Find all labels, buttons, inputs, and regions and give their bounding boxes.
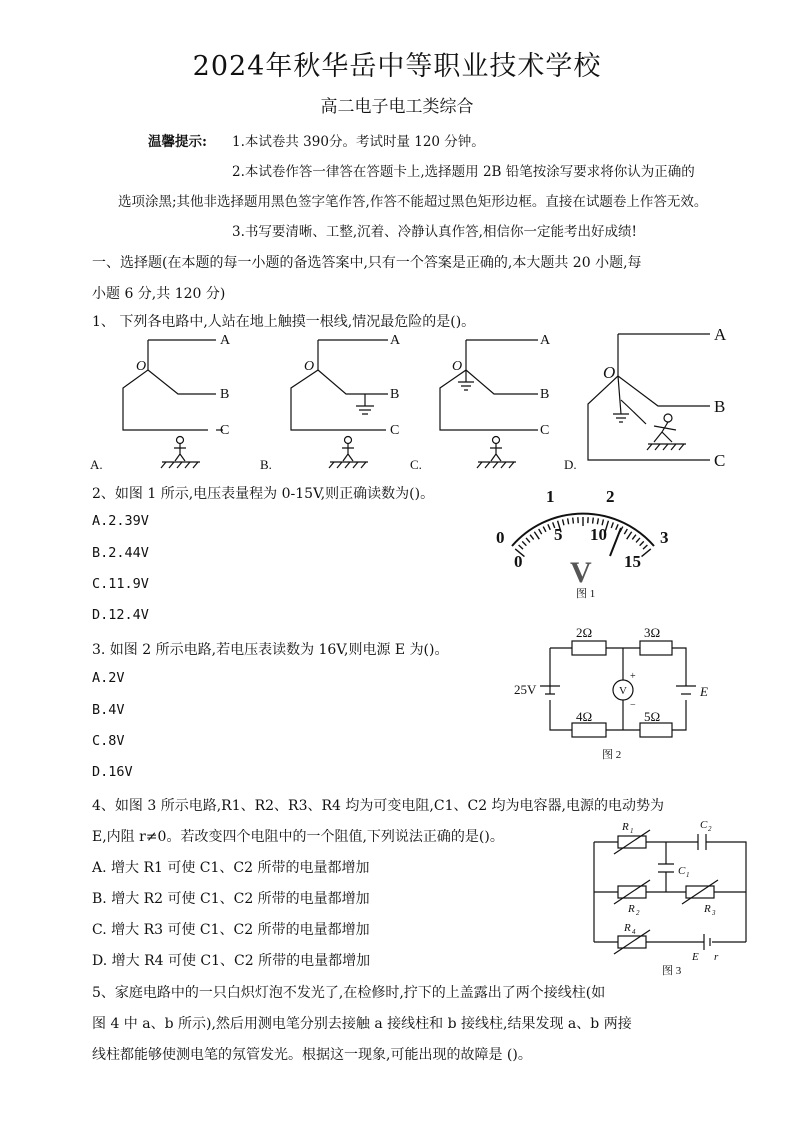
meter-tick — [522, 541, 526, 545]
q1b-label-o: O — [304, 359, 315, 374]
fig3-e: E — [692, 951, 699, 963]
q2-option-b: B.2.44V — [92, 545, 149, 561]
figure2-caption: 图 2 — [602, 749, 622, 761]
meter-tick — [642, 549, 651, 557]
q5-line3: 线柱都能够使测电笔的氖管发光。根据这一现象,可能出现的故障是 ()。 — [92, 1047, 532, 1063]
q4-option-c: C. 增大 R3 可使 C1、C2 所带的电量都增加 — [92, 922, 370, 938]
q1a-label-o: O — [136, 359, 147, 374]
q4-option-b: B. 增大 R2 可使 C1、C2 所带的电量都增加 — [92, 891, 370, 907]
q4-stem-2: E,内阻 r≠0。若改变四个电阻中的一个阻值,下列说法正确的是()。 — [92, 829, 504, 845]
meter-tick — [593, 518, 594, 524]
fig2-r-top-right: 3Ω — [644, 625, 661, 640]
meter-tick — [534, 532, 539, 539]
q1c-label-c: C — [540, 423, 550, 438]
meter-tick — [636, 538, 640, 543]
fig3-r3-sub: 3 — [712, 909, 716, 917]
fig2-plus: + — [630, 671, 636, 682]
fig2-r-bot-right: 5Ω — [644, 709, 661, 724]
fig3-r3: R — [704, 903, 711, 915]
q1c-label-a: A — [540, 333, 551, 348]
fig2-minus: − — [630, 700, 636, 711]
section1-heading: 一、选择题(在本题的每一小题的备选答案中,只有一个答案是正确的,本大题共 20 小题,每 — [92, 255, 642, 271]
meter-outer-0: 0 — [496, 528, 505, 547]
fig3-r1-sub: 1 — [630, 827, 634, 835]
meter-tick — [539, 529, 542, 534]
fig2-source: 25V — [514, 682, 537, 697]
meter-tick — [632, 535, 636, 540]
q4-option-d: D. 增大 R4 可使 C1、C2 所带的电量都增加 — [92, 953, 371, 969]
notice-line1: 1.本试卷共 390分。考试时量 120 分钟。 — [232, 134, 485, 150]
figure2-circuit — [510, 624, 720, 764]
meter-tick — [519, 545, 523, 549]
q1-figure-labels — [90, 326, 727, 472]
q4-stem-1: 4、如图 3 所示电路,R1、R2、R3、R4 均为可变电阻,C1、C2 均为电容器,电源的电动势为 — [92, 798, 664, 814]
meter-tick — [624, 529, 627, 534]
notice-line3: 3.书写要清晰、工整,沉着、冷静认真作答,相信你一定能考出好成绩! — [232, 224, 637, 240]
q4-option-a: A. 增大 R1 可使 C1、C2 所带的电量都增加 — [92, 860, 370, 876]
q1a-label-b: B — [220, 387, 230, 402]
notice-line2a: 2.本试卷作答一律答在答题卡上,选择题用 2B 铅笔按涂写要求将你认为正确的 — [232, 164, 695, 180]
meter-outer-1: 1 — [546, 487, 555, 506]
fig3-r: r — [714, 951, 719, 963]
meter-tick — [597, 518, 598, 524]
q1-option-a: A. — [90, 457, 103, 472]
meter-tick — [611, 522, 613, 528]
meter-tick — [548, 524, 550, 530]
fig3-r2-sub: 2 — [636, 909, 640, 917]
fig3-r1: R — [622, 821, 629, 833]
figure1-caption: 图 1 — [576, 588, 596, 600]
figure3-circuit — [586, 814, 756, 980]
meter-tick — [573, 518, 574, 524]
fig3-r4-sub: 4 — [632, 928, 636, 936]
meter-tick — [530, 535, 534, 540]
notice-label: 温馨提示: — [148, 134, 207, 150]
meter-inner-15: 15 — [624, 552, 641, 571]
q2-option-c: C.11.9V — [92, 576, 149, 592]
meter-tick — [526, 538, 530, 543]
q1d-label-b: B — [714, 397, 726, 416]
q5-line2: 图 4 中 a、b 所示),然后用测电笔分别去接触 a 接线柱和 b 接线柱,结果发现 a、b 两接 — [92, 1016, 632, 1032]
notice-line2b: 选项涂黑;其他非选择题用黑色签字笔作答,作答不能超过黑色矩形边框。直接在试题卷上作答无效。 — [118, 194, 708, 210]
q3-option-c: C.8V — [92, 733, 125, 749]
meter-inner-5: 5 — [554, 525, 563, 544]
q1b-label-c: C — [390, 423, 400, 438]
q1-circuit-d — [588, 334, 710, 460]
section1-heading-cont: 小题 6 分,共 120 分) — [92, 286, 226, 302]
q1b-label-a: A — [390, 333, 401, 348]
fig2-meter: V — [619, 685, 627, 697]
meter-ticks — [515, 517, 651, 557]
meter-outer-3: 3 — [660, 528, 669, 547]
q1d-label-c: C — [714, 451, 726, 470]
q2-stem: 2、如图 1 所示,电压表量程为 0-15V,则正确读数为()。 — [92, 486, 435, 502]
meter-inner-10: 10 — [590, 525, 607, 544]
fig3-c2: C — [700, 819, 708, 831]
fig3-c1: C — [678, 865, 686, 877]
figure3-caption: 图 3 — [662, 965, 682, 977]
q1-option-c: C. — [410, 457, 422, 472]
q3-option-b: B.4V — [92, 702, 125, 718]
q3-option-a: A.2V — [92, 670, 125, 686]
meter-tick — [568, 518, 569, 524]
q3-option-d: D.16V — [92, 764, 133, 780]
meter-needle — [610, 528, 621, 556]
q1a-label-a: A — [220, 333, 231, 348]
meter-tick — [627, 532, 632, 539]
meter-outer-2: 2 — [606, 487, 615, 506]
q1c-label-o: O — [452, 359, 463, 374]
page-subtitle: 高二电子电工类综合 — [320, 97, 474, 117]
q2-option-d: D.12.4V — [92, 607, 149, 623]
meter-tick — [543, 527, 546, 532]
meter-tick — [640, 541, 644, 545]
fig3-r2: R — [628, 903, 635, 915]
meter-unit: V — [570, 556, 592, 589]
meter-inner-0: 0 — [514, 552, 523, 571]
q1d-label-o: O — [603, 363, 616, 382]
q1-stem: 1、 下列各电路中,人站在地上触摸一根线,情况最危险的是()。 — [92, 314, 476, 330]
q2-option-a: A.2.39V — [92, 513, 149, 529]
meter-tick — [643, 545, 647, 549]
q1b-label-b: B — [390, 387, 400, 402]
fig2-emf: E — [700, 684, 708, 699]
fig3-r4: R — [624, 922, 631, 934]
fig2-r-top-left: 2Ω — [576, 625, 593, 640]
q5-line1: 5、家庭电路中的一只白炽灯泡不发光了,在检修时,拧下的上盖露出了两个接线柱(如 — [92, 985, 606, 1001]
q1d-label-a: A — [714, 326, 727, 344]
fig3-c2-sub: 2 — [708, 825, 712, 833]
q1-option-d: D. — [564, 457, 577, 472]
q1-option-b: B. — [260, 457, 272, 472]
page-title: 2024年秋华岳中等职业技术学校 — [192, 51, 602, 82]
q1c-label-b: B — [540, 387, 550, 402]
meter-tick — [563, 519, 564, 525]
q1a-label-c: C — [220, 423, 230, 438]
q1-figures — [88, 326, 738, 476]
fig3-c1-sub: 1 — [686, 871, 690, 879]
figure1-voltmeter — [488, 480, 688, 604]
meter-tick — [616, 524, 618, 530]
q3-stem: 3. 如图 2 所示电路,若电压表读数为 16V,则电源 E 为()。 — [92, 642, 449, 658]
fig2-r-bot-left: 4Ω — [576, 709, 593, 724]
